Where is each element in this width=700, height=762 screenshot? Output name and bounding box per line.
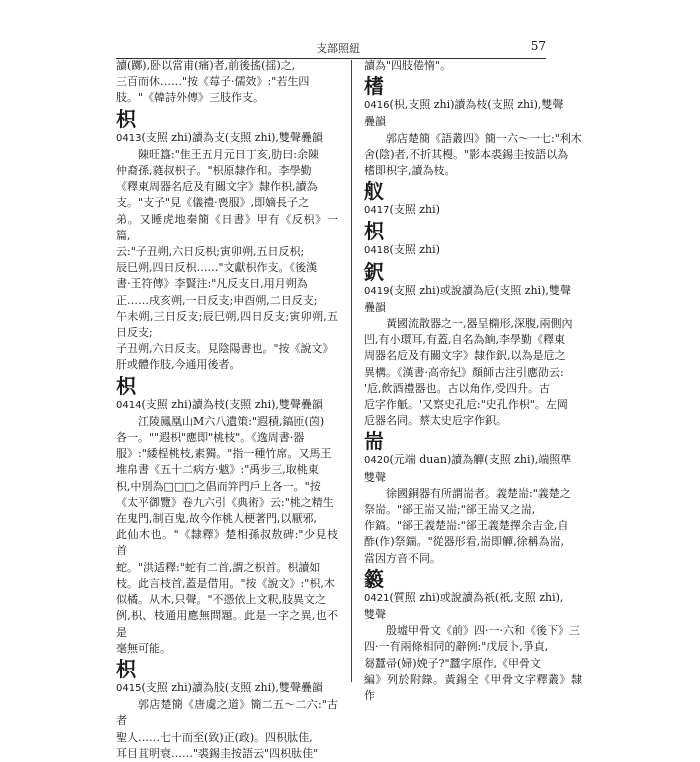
entry-line: (支照 zhi)讀為支(支照 zhi),雙聲疊韻 bbox=[141, 130, 323, 144]
entry-headword: 枳 bbox=[116, 656, 136, 681]
entry-line: 聖人……七十而至(致)正(政)。四枳肽佳, bbox=[116, 730, 313, 744]
entry-line: 《釋東周器名卮及有關文字》隸作枳,讀為 bbox=[116, 180, 318, 194]
entry-line: 在鬼門,制百鬼,故今作桃人梗著門,以厭邪, bbox=[116, 512, 317, 526]
entry-headword: 枳 bbox=[116, 373, 136, 398]
entry-number: 0421 bbox=[364, 592, 390, 604]
entry-line: 祭耑。"郤王耑又耑;"郤王耑又之耑, bbox=[364, 503, 536, 517]
entry-line: 枳,中別為□□□之倡而笄門戶上各一。"按 bbox=[116, 479, 321, 493]
continued-line: 讀為"四肢倦惰"。 bbox=[364, 59, 452, 72]
entry-number: 0416 bbox=[364, 100, 390, 112]
entry-line: 四·一有兩條相同的辭例:"戊辰卜,爭貞, bbox=[364, 640, 549, 654]
entry-line: 書·王符傳》李賢注:"凡反支日,用月朔為 bbox=[116, 277, 308, 291]
entry-line: (支照 zhi) bbox=[389, 203, 440, 217]
entry-line: 殷墟甲骨文《前》四·一·六和《後下》三 bbox=[386, 624, 580, 638]
entry-line: 例,枳、枝通用應無問題。此是一字之異,也不是 bbox=[116, 609, 338, 639]
entry-line: 榰即枳字,讀為枝。 bbox=[364, 164, 456, 178]
entry-line: 堆帛書《五十二病方·魃》:"禹步三,取桃東 bbox=[116, 463, 319, 477]
entry-line: 雙聲 bbox=[364, 608, 386, 622]
entry-line: 正……戌亥朔,一日反支;申酉朔,二日反支; bbox=[116, 293, 318, 307]
entry-0413 bbox=[116, 108, 338, 374]
entry-0417 bbox=[364, 180, 582, 219]
entry-line: 江陵鳳凰山M六八遺策:"遐積,鎬匝(茵) bbox=[138, 414, 325, 428]
entry-headword: 鈬 bbox=[364, 259, 384, 284]
entry-line: 當因方音不同。 bbox=[364, 551, 441, 565]
entry-line: (支照 zhi)讀為枝(支照 zhi),雙聲疊韻 bbox=[141, 397, 323, 411]
entry-line: (支照 zhi)讀為肢(支照 zhi),雙聲疊韻 bbox=[141, 680, 323, 694]
continued-line: 讀(躑),卧以當甫(痛)者,前後搖(揺)之, bbox=[116, 59, 296, 72]
right-column bbox=[364, 58, 582, 703]
entry-line: 凹,有小環耳,有蓋,自名為餉,李學勤《釋東 bbox=[364, 333, 565, 347]
entry-line: 服》:"緌桯桃枝,素獨。"指一種竹席。又馬王 bbox=[116, 447, 332, 461]
entry-headword: 䉨 bbox=[364, 566, 384, 591]
entry-line: 雙聲 bbox=[364, 470, 386, 484]
entry-line: (質照 zhi)或說讀為祇(祇,支照 zhi), bbox=[389, 590, 564, 604]
entry-line: 周器名卮及有關文字》隸作鈬,以為是卮之 bbox=[364, 349, 566, 363]
entry-line: 此仙木也。"《隸釋》楚相孫叔敖碑:"少見枝首 bbox=[116, 528, 338, 558]
entry-headword: 舣 bbox=[364, 179, 384, 204]
entry-line: 郭店楚簡《語叢四》簡一六～一七:"利木 bbox=[386, 131, 582, 145]
entry-number: 0419 bbox=[364, 285, 390, 297]
entry-0421 bbox=[364, 568, 582, 704]
continued-line: 肢。"《韓詩外傳》三肢作支。 bbox=[116, 91, 265, 105]
entry-line: 肝或體作肢,今通用後者。 bbox=[116, 358, 241, 372]
entry-number: 0417 bbox=[364, 205, 390, 217]
column-divider bbox=[351, 60, 352, 682]
entry-line: 枝。此言枝首,蓋是借用。"按《說文》:"枳,木 bbox=[116, 576, 335, 590]
entry-line: 卮字作觗。'又察史孔卮:"史孔作枳"。左岡 bbox=[364, 398, 568, 412]
entry-line: 《太平御覽》卷九六引《典術》云:"桃之精生 bbox=[116, 495, 334, 509]
entry-line: 疊韻 bbox=[364, 115, 386, 129]
entry-0415 bbox=[116, 658, 338, 762]
entry-line: 弟。又睡虎地秦簡《日書》甲有《反枳》一篇, bbox=[116, 212, 338, 242]
entry-line: 郭店楚簡《唐虞之道》簡二五～二六:"古者 bbox=[116, 698, 338, 728]
entry-0419 bbox=[364, 261, 582, 430]
entry-number: 0415 bbox=[116, 682, 142, 694]
entry-line: 耳目苴明衰……"裘錫圭按語云"四枳肽佳" bbox=[116, 746, 319, 760]
entry-headword: 枳 bbox=[116, 106, 136, 131]
entry-line: 編》列於附錄。黃錫全《甲骨文字釋叢》隸作 bbox=[364, 672, 582, 703]
entry-line: 疊韻 bbox=[364, 300, 386, 314]
entry-line: 異構。《漢書·高帝紀》顏師古注引應劭云: bbox=[364, 365, 564, 379]
entry-headword: 枳 bbox=[364, 219, 384, 244]
entry-line: 云:"子丑朔,六日反枳;寅卯朔,五日反枳; bbox=[116, 245, 305, 259]
entry-line: (枳,支照 zhi)讀為枝(支照 zhi),雙聲 bbox=[389, 98, 564, 112]
entry-line: '卮,飲酒禮器也。古以角作,受四升。古 bbox=[364, 381, 551, 395]
entry-line: 徐國銅器有所謂耑者。義楚耑:"義楚之 bbox=[386, 486, 571, 500]
entry-line: 作鎬。"郤王義楚耑:"郤王義楚擇余吉金,自 bbox=[364, 519, 569, 533]
entry-line: 陳旺簋:"隹王五月元日丁亥,肋曰:余陳 bbox=[138, 147, 319, 161]
entry-line: (元端 duan)讀為觶(支照 zhi),端照準 bbox=[389, 453, 572, 467]
running-header bbox=[116, 38, 546, 59]
entry-line: 芻蠶帚(婦)娩子?"蠶字原作,《甲骨文 bbox=[364, 656, 542, 670]
entry-line: 仲裔孫,蕤叔枳子。"枳原隸作和。李學勤 bbox=[116, 164, 312, 178]
entry-line: 黃國流散器之一,器呈橢形,深腹,兩側內 bbox=[386, 317, 573, 331]
entry-line: (支照 zhi)或說讀為卮(支照 zhi),雙聲 bbox=[389, 283, 571, 297]
entry-line: 子丑朔,六日反支。見陰陽書也。"按《說文》 bbox=[116, 342, 334, 356]
continued-line: 三百而休……"按《莓子·儒效》:"若生四 bbox=[116, 75, 310, 89]
entry-line: (支照 zhi) bbox=[389, 243, 440, 257]
entry-line: 午未朔,三日反支;辰巳朔,四日反支;寅卯朔,五日反支; bbox=[116, 309, 338, 340]
entry-headword: 榰 bbox=[364, 74, 384, 99]
entry-headword: 耑 bbox=[364, 429, 384, 454]
left-column bbox=[116, 58, 338, 760]
entry-number: 0413 bbox=[116, 132, 142, 144]
entry-line: 辰巳朔,四日反枳……"文獻枳作支。《後漢 bbox=[116, 261, 318, 275]
entry-line: 各一。""遐枳"應即"桃枝"。《逸周書·器 bbox=[116, 431, 305, 445]
entry-line: 毫無可能。 bbox=[116, 641, 171, 655]
entry-line: 支。"支子"見《儀禮·喪服》,即嫡長子之 bbox=[116, 196, 310, 210]
entry-line: 酢(作)祭鍴。"從器形看,耑即觶,徐稱為耑, bbox=[364, 535, 565, 549]
entry-number: 0418 bbox=[364, 245, 390, 257]
entry-0414 bbox=[116, 375, 338, 657]
entry-line: 舍(陰)者,不折其槾。"影本裘錫圭按語以為 bbox=[364, 147, 569, 161]
entry-0418 bbox=[364, 220, 582, 259]
entry-0416 bbox=[364, 75, 582, 179]
entry-0420 bbox=[364, 430, 582, 566]
entry-number: 0414 bbox=[116, 399, 142, 411]
page-number: 57 bbox=[530, 39, 546, 53]
entry-line: 似橘。从木,只聲。"不憑依上文釈,肢異文之 bbox=[116, 593, 327, 607]
entry-line: 卮器名同。蔡太史卮字作鉙。 bbox=[364, 414, 507, 428]
running-title: 支部照紐 bbox=[316, 42, 360, 55]
entry-number: 0420 bbox=[364, 455, 390, 467]
entry-line: 蛇。"洪适釋:"蛇有二首,謂之枳首。枳讀如 bbox=[116, 560, 321, 574]
